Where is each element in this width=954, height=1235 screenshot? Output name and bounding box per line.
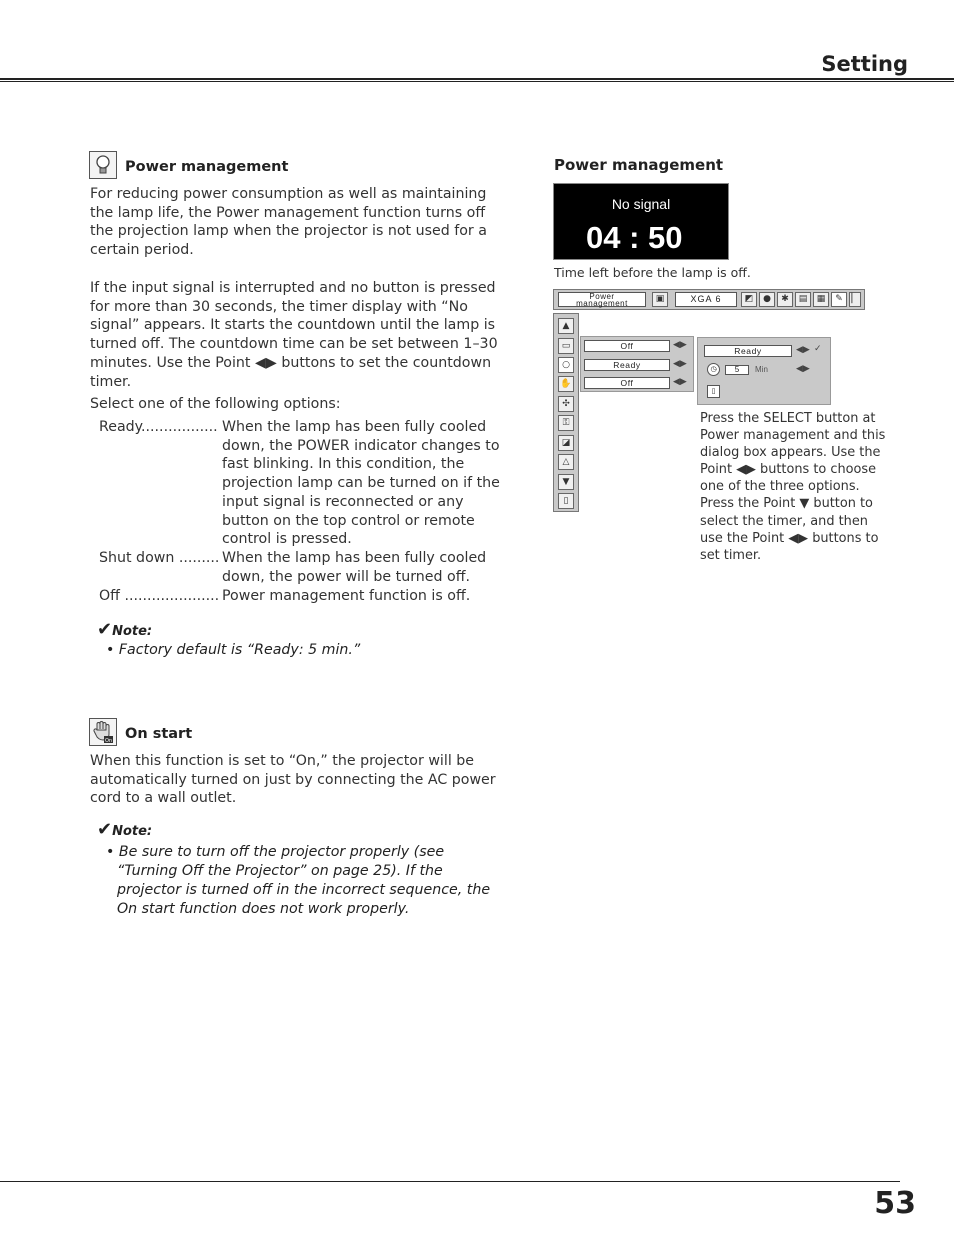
on-start-title: On start bbox=[125, 726, 193, 742]
header-rule bbox=[0, 78, 954, 82]
page-number: 53 bbox=[874, 1186, 916, 1221]
checkmark-icon: ✔ bbox=[97, 819, 113, 840]
on-start-note-line-4: On start function does not work properly. bbox=[117, 901, 410, 917]
power-management-heading: Power management bbox=[554, 156, 724, 174]
timer-caption: Time left before the lamp is off. bbox=[554, 265, 751, 280]
osd-sub-menu bbox=[580, 336, 694, 392]
scroll-up-icon[interactable]: ▲ bbox=[558, 318, 574, 334]
left-right-arrows-icon[interactable]: ◀▶ bbox=[673, 340, 687, 350]
exit-icon[interactable]: ▯ bbox=[558, 493, 574, 509]
more-icon[interactable]: ▏ bbox=[849, 292, 861, 307]
input-icon[interactable]: ▣ bbox=[652, 292, 668, 307]
menu-label-line-2: management bbox=[576, 299, 628, 308]
no-signal-display bbox=[553, 183, 729, 260]
note-text: • Factory default is “Ready: 5 min.” bbox=[106, 642, 361, 658]
on-start-note-heading bbox=[97, 819, 152, 840]
power-management-intro: For reducing power consumption as well as maintaining the lamp life, the Power management function turns off the projection lamp when the projector is not used for a certain period. bbox=[90, 186, 487, 259]
on-start-note-line-1: • Be sure to turn off the projector properly (see bbox=[106, 844, 445, 860]
mode-select[interactable]: Ready bbox=[704, 345, 792, 357]
picture-icon[interactable]: ▦ bbox=[813, 292, 829, 307]
section-title: Setting bbox=[821, 52, 908, 76]
timer-unit: Min bbox=[755, 365, 768, 374]
menu-power-management-label bbox=[558, 292, 646, 307]
left-right-arrows-icon[interactable]: ◀▶ bbox=[673, 359, 687, 369]
option-desc: Power management function is off. bbox=[222, 588, 471, 604]
menu-input-label: XGA 6 bbox=[675, 292, 737, 307]
option-key: Off ..................... bbox=[99, 588, 220, 604]
osd-side-menu bbox=[553, 313, 579, 512]
fan-icon[interactable]: ✣ bbox=[558, 396, 574, 412]
image-adjust-icon[interactable]: ✱ bbox=[777, 292, 793, 307]
left-right-arrows-icon[interactable]: ◀▶ bbox=[796, 364, 810, 374]
option-off bbox=[99, 587, 509, 607]
setting-icon[interactable]: ✎ bbox=[831, 292, 847, 307]
pc-adjust-icon[interactable]: ◩ bbox=[741, 292, 757, 307]
exit-icon[interactable]: ▯ bbox=[707, 385, 720, 398]
power-management-dialog bbox=[697, 337, 831, 405]
option-key: Ready................. bbox=[99, 419, 218, 435]
sub-menu-option[interactable]: Off bbox=[584, 377, 670, 389]
on-start-description: When this function is set to “On,” the projector will be automatically turned on just by connecting the AC power cord to a wall outlet. bbox=[90, 753, 496, 807]
lightbulb-icon bbox=[89, 151, 117, 179]
filter-icon[interactable]: ◪ bbox=[558, 435, 574, 451]
note-label: Note: bbox=[112, 824, 153, 839]
power-management-signal-text: If the input signal is interrupted and no button is pressed for more than 30 seconds, the timer display with “No signal” appears. It starts the countdown until the lamp is turned off. The countdown time can be set between 1–30 minutes. Use the Point ◀▶ buttons to set the countdown timer. bbox=[90, 280, 498, 390]
svg-text:On: On bbox=[104, 738, 113, 744]
option-desc: When the lamp has been fully cooled down, the power will be turned off. bbox=[222, 550, 487, 585]
checkmark-icon: ✔ bbox=[97, 619, 113, 640]
clock-icon: ◷ bbox=[707, 363, 720, 376]
warning-icon[interactable]: △ bbox=[558, 454, 574, 470]
key-icon[interactable]: ⚿ bbox=[558, 415, 574, 431]
pointer-icon: ✓ bbox=[814, 344, 822, 354]
menu-label-line-1: Power bbox=[589, 292, 615, 301]
on-start-icon bbox=[89, 718, 117, 746]
options-intro: Select one of the following options: bbox=[90, 396, 341, 412]
left-right-arrows-icon[interactable]: ◀▶ bbox=[673, 377, 687, 387]
sub-menu-option[interactable]: Off bbox=[584, 340, 670, 352]
note-label: Note: bbox=[112, 624, 153, 639]
option-ready bbox=[99, 418, 509, 550]
image-select-icon[interactable]: ● bbox=[759, 292, 775, 307]
osd-menu-bar bbox=[553, 289, 865, 310]
menu-item-icon[interactable]: ▭ bbox=[558, 338, 574, 354]
no-signal-label: No signal bbox=[611, 196, 671, 212]
on-start-note-line-3: projector is turned off in the incorrect sequence, the bbox=[117, 882, 491, 898]
footer-rule bbox=[0, 1181, 900, 1182]
dialog-instruction: Press the SELECT button at Power management and this dialog box appears. Use the Point ◀▶ buttons to choose one of the three options. Press the Point ▼ button to select the timer, and then use the Point ◀▶ buttons to set timer. bbox=[700, 411, 886, 563]
on-start-note-line-2: “Turning Off the Projector” on page 25). If the bbox=[117, 863, 443, 879]
sub-menu-option[interactable]: Ready bbox=[584, 359, 670, 371]
lightbulb-icon[interactable]: ○ bbox=[558, 357, 574, 373]
left-right-arrows-icon[interactable]: ◀▶ bbox=[796, 345, 810, 355]
option-desc: When the lamp has been fully cooled down, the POWER indicator changes to fast blinking. In this condition, the projection lamp can be turned on if the input signal is reconnected or any button on the top control or remote control is pressed. bbox=[222, 419, 500, 548]
note-heading bbox=[97, 619, 152, 640]
on-start-icon[interactable]: ✋ bbox=[558, 376, 574, 392]
timer-minutes-field[interactable]: 5 bbox=[725, 365, 749, 375]
scroll-down-icon[interactable]: ▼ bbox=[558, 474, 574, 490]
power-management-title: Power management bbox=[125, 159, 289, 175]
option-key: Shut down ......... bbox=[99, 550, 220, 566]
countdown-timer: 04 : 50 bbox=[586, 220, 683, 255]
option-shut-down bbox=[99, 549, 509, 587]
screen-icon[interactable]: ▤ bbox=[795, 292, 811, 307]
